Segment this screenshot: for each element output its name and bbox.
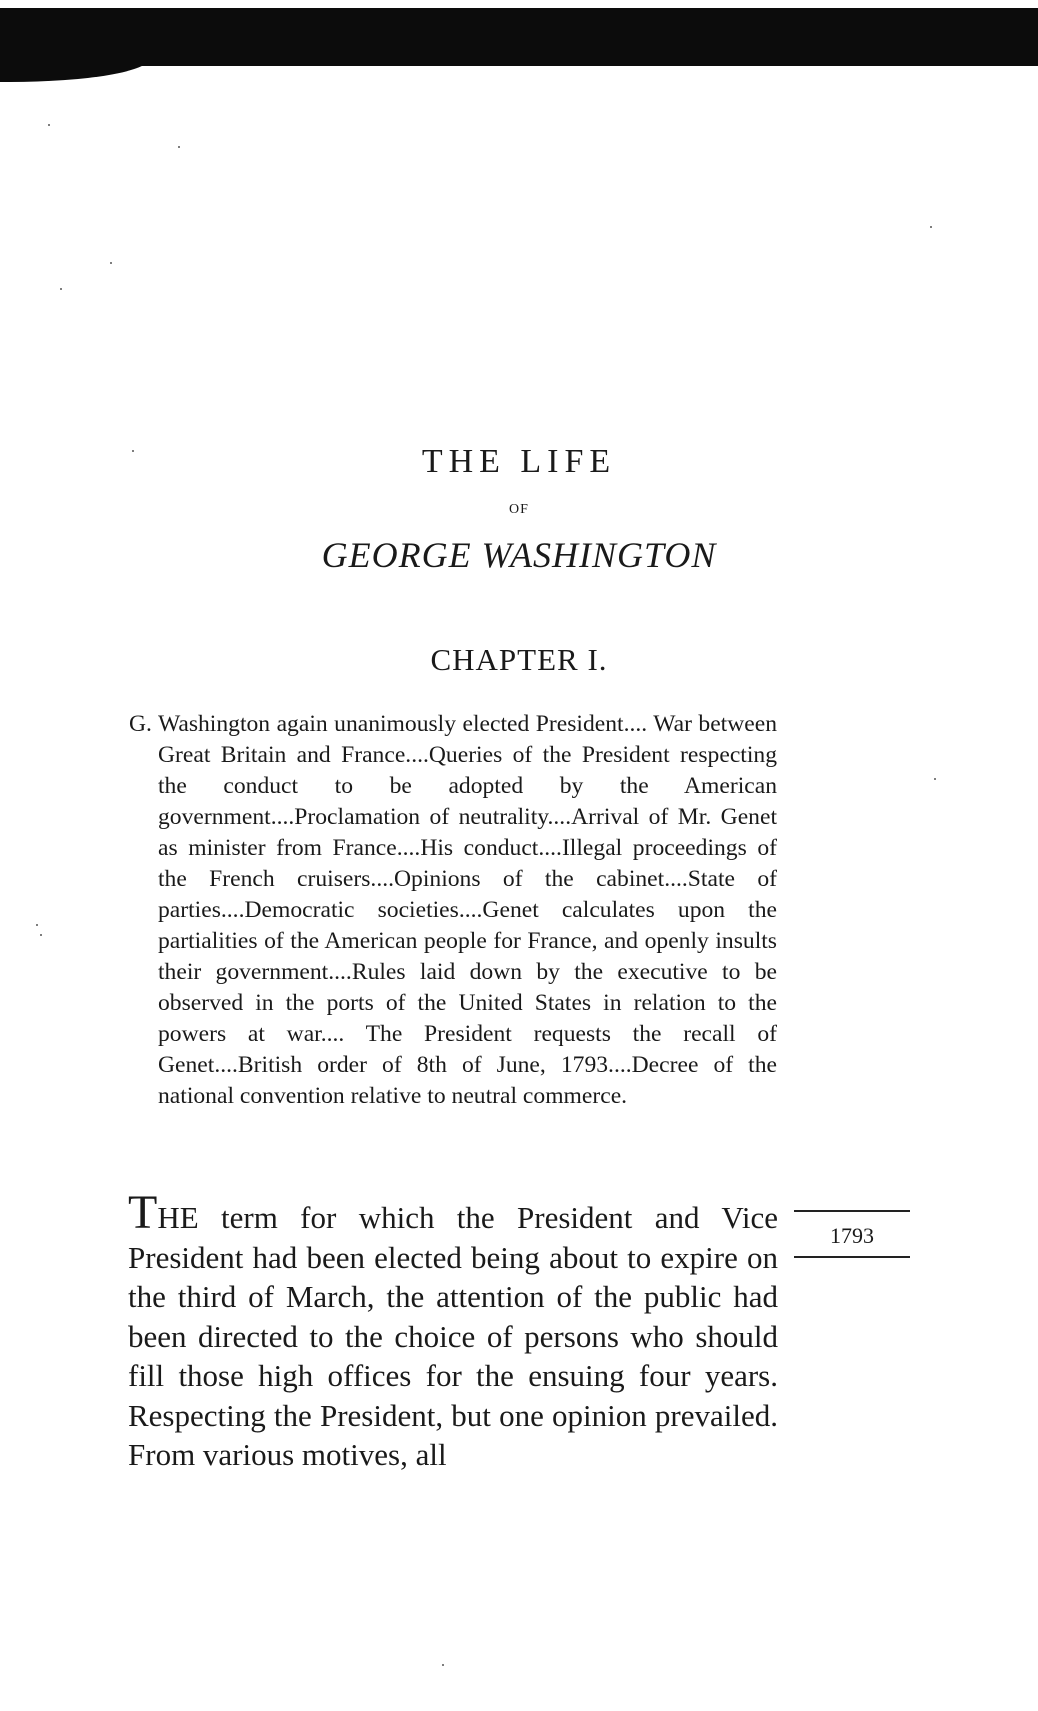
chapter-heading: CHAPTER I. bbox=[430, 642, 608, 677]
body-paragraph bbox=[128, 1186, 778, 1475]
scan-speck bbox=[48, 124, 50, 126]
scan-edge-curl bbox=[0, 58, 150, 82]
scan-speck bbox=[60, 288, 62, 290]
book-title-of: OF bbox=[509, 502, 529, 517]
margin-rule-top bbox=[794, 1210, 910, 1212]
opening-word-rest: HE bbox=[157, 1200, 199, 1235]
book-title: THE LIFE bbox=[421, 443, 617, 480]
paragraph-text: term for which the President and Vice President had been elected being about to expire on the third of March, the attention of the public had been directed to the choice of persons who should fill those high offices for the ensuing four years. Respecting the President, but one opinion prevailed. From various motives, all bbox=[128, 1200, 778, 1472]
book-subject-name: GEORGE WASHINGTON bbox=[321, 535, 717, 575]
chapter-summary: G. Washington again unanimously elected President.... War between Great Britain and France....Queries of the President respecting the conduct to be adopted by the American government....Proclamation of neutrality....Arrival of Mr. Genet as minister from France....His conduct....Illegal proceedings of the French cruisers....Opinions of the cabinet....State of parties....Democratic societies....Genet calculates upon the partialities of the American people for France, and openly insults their government....Rules laid down by the executive to be observed in the ports of the United States in relation to the powers at war.... The President requests the recall of Genet....British order of 8th of June, 1793....Decree of the national convention relative to neutral commerce. bbox=[129, 711, 777, 1109]
scan-speck bbox=[930, 226, 932, 228]
margin-rule-bottom bbox=[794, 1256, 910, 1258]
scan-speck bbox=[178, 146, 180, 148]
scan-edge-shadow bbox=[0, 8, 1038, 66]
drop-cap: T bbox=[128, 1186, 158, 1239]
scan-speck bbox=[40, 934, 42, 936]
scan-speck bbox=[36, 924, 38, 926]
scan-speck bbox=[934, 778, 936, 780]
scan-speck bbox=[110, 262, 112, 264]
scan-speck bbox=[442, 1664, 444, 1666]
margin-year-note: 1793 bbox=[830, 1223, 874, 1248]
